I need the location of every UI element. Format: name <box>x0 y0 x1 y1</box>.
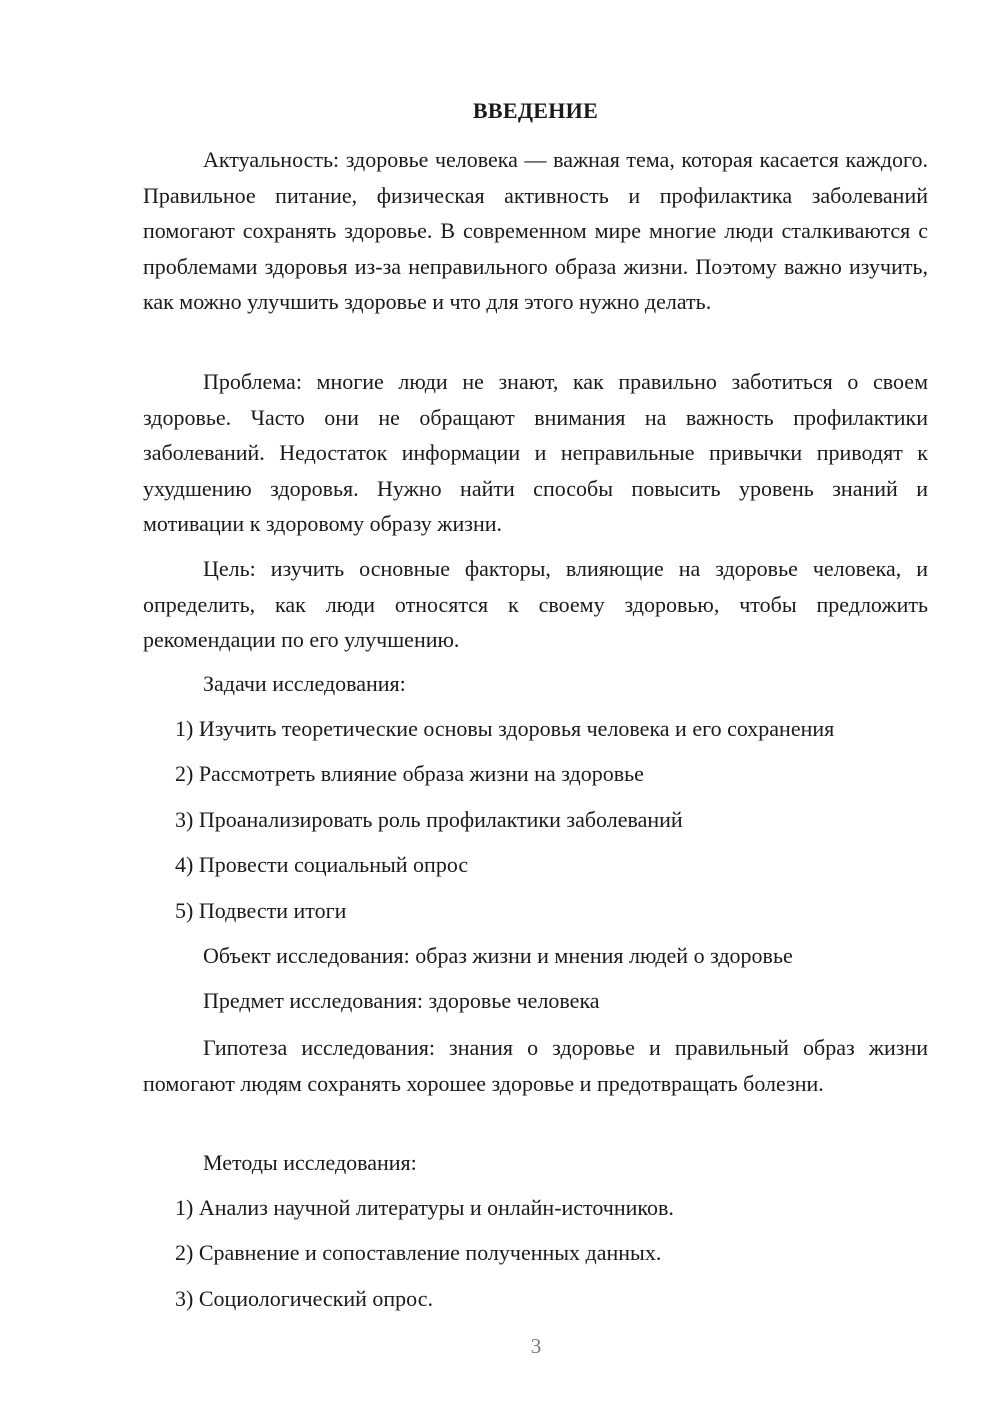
relevance-paragraph: Актуальность: здоровье человека — важная тема, которая касается каждого. Правильное питание, физическая активность и профилактика заболеваний помогают сохранять здоровье. В современном мире многие люди сталкиваются с проблемами здоровья из-за неправильного образа жизни. Поэтому важно изучить, как можно улучшить здоровье и что для этого нужно делать. <box>143 147 928 314</box>
problem-paragraph: Проблема: многие люди не знают, как правильно заботиться о своем здоровье. Часто они не обращают внимания на важность профилактики заболеваний. Недостаток информации и неправильные привычки приводят к ухудшению здоровья. Нужно найти способы повысить уровень знаний и мотивации к здоровому образу жизни. <box>143 369 928 536</box>
method-item: 1) Анализ научной литературы и онлайн-источников. <box>175 1195 674 1220</box>
task-item: 5) Подвести итоги <box>175 898 347 923</box>
research-object: Объект исследования: образ жизни и мнения людей о здоровье <box>203 943 793 968</box>
page-title: ВВЕДЕНИЕ <box>472 98 599 123</box>
methods-heading: Методы исследования: <box>203 1150 417 1175</box>
research-subject: Предмет исследования: здоровье человека <box>203 988 600 1013</box>
method-item: 3) Социологический опрос. <box>175 1286 433 1311</box>
goal-paragraph: Цель: изучить основные факторы, влияющие на здоровье человека, и определить, как люди относятся к своему здоровью, чтобы предложить рекомендации по его улучшению. <box>143 556 928 652</box>
page-number: 3 <box>530 1334 542 1358</box>
task-item: 1) Изучить теоретические основы здоровья человека и его сохранения <box>175 716 835 741</box>
task-item: 4) Провести социальный опрос <box>175 852 469 877</box>
method-item: 2) Сравнение и сопоставление полученных данных. <box>175 1240 662 1265</box>
tasks-heading: Задачи исследования: <box>203 671 406 696</box>
task-item: 2) Рассмотреть влияние образа жизни на здоровье <box>175 761 644 786</box>
task-item: 3) Проанализировать роль профилактики заболеваний <box>175 807 683 832</box>
hypothesis-paragraph: Гипотеза исследования: знания о здоровье и правильный образ жизни помогают людям сохранять хорошее здоровье и предотвращать болезни. <box>143 1035 928 1096</box>
